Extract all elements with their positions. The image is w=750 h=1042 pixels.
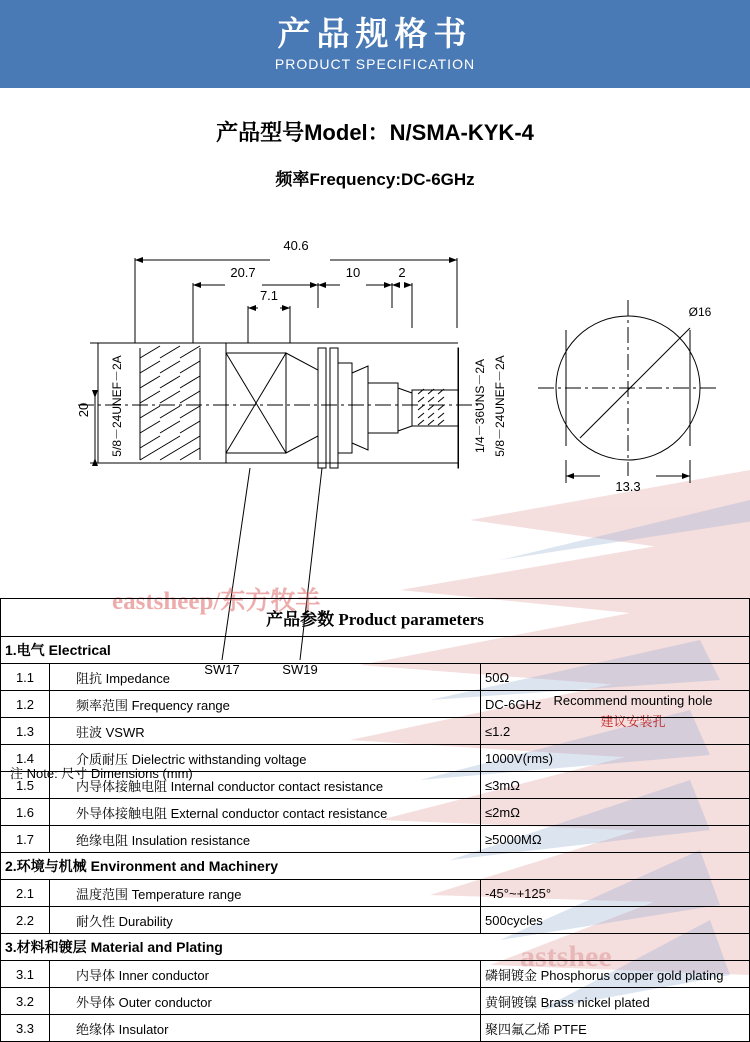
table-row: [1, 826, 750, 853]
row-value: DC-6GHz: [481, 691, 750, 718]
callout-sw19: SW19: [282, 662, 318, 677]
watermark-text-secondary: astshee: [520, 940, 612, 973]
table-row: [1, 880, 750, 907]
table-row: [1, 664, 750, 691]
row-value: ≤3mΩ: [481, 772, 750, 799]
row-num: 3.3: [1, 1015, 50, 1042]
row-num: 1.7: [1, 826, 50, 853]
row-name: 耐久性 Durability: [50, 907, 481, 934]
row-name: 温度范围 Temperature range: [50, 880, 481, 907]
row-value: ≥5000MΩ: [481, 826, 750, 853]
row-value: ≤1.2: [481, 718, 750, 745]
row-value: 聚四氟乙烯 PTFE: [481, 1015, 750, 1042]
row-num: 1.2: [1, 691, 50, 718]
parameters-table-title: 产品参数 Product parameters: [1, 599, 750, 637]
section-heading-material: 3.材料和镀层 Material and Plating: [1, 934, 750, 961]
row-value: -45°~+125°: [481, 880, 750, 907]
dim-body-height: 20: [76, 402, 91, 418]
frequency-label: 频率Frequency:DC-6GHz: [275, 170, 475, 189]
row-value: 50Ω: [481, 664, 750, 691]
table-row: [1, 961, 750, 988]
row-name: 外导体 Outer conductor: [50, 988, 481, 1015]
row-num: 1.1: [1, 664, 50, 691]
section-heading-environment: 2.环境与机械 Environment and Machinery: [1, 853, 750, 880]
recommend-hole-en: Recommend mounting hole: [553, 693, 713, 708]
parameters-table-wrap: [0, 598, 750, 1042]
section-heading-row: [1, 637, 750, 664]
thread-right-small: 1/4－36UNS－2A: [473, 358, 487, 454]
row-num: 3.2: [1, 988, 50, 1015]
row-value: 1000V(rms): [481, 745, 750, 772]
row-num: 2.1: [1, 880, 50, 907]
page-header: [0, 0, 750, 88]
thread-left: 5/8－24UNEF－2A: [110, 355, 124, 457]
row-name: 绝缘体 Insulator: [50, 1015, 481, 1042]
row-value: ≤2mΩ: [481, 799, 750, 826]
row-num: 1.3: [1, 718, 50, 745]
table-row: [1, 799, 750, 826]
model-label: 产品型号Model：N/SMA-KYK-4: [216, 120, 534, 145]
header-title-cn: 产品规格书: [277, 15, 473, 52]
row-name: 驻波 VSWR: [50, 718, 481, 745]
row-value: 黄铜镀镍 Brass nickel plated: [481, 988, 750, 1015]
dim-mid-section: 10: [345, 265, 361, 280]
table-row: [1, 1015, 750, 1042]
row-name: 绝缘电阻 Insulation resistance: [50, 826, 481, 853]
table-row: [1, 718, 750, 745]
table-row: [1, 745, 750, 772]
parameters-table: [0, 598, 750, 1042]
thread-right: 5/8－24UNEF－2A: [493, 355, 507, 457]
table-row: [1, 907, 750, 934]
row-num: 2.2: [1, 907, 50, 934]
dim-right-section: 2: [398, 265, 406, 280]
dim-hole-flat: 13.3: [615, 479, 641, 494]
dim-hole-diameter: Ø16: [688, 305, 712, 319]
row-name: 阻抗 Impedance: [50, 664, 481, 691]
callout-sw17: SW17: [204, 662, 240, 677]
table-row: [1, 772, 750, 799]
row-num: 3.1: [1, 961, 50, 988]
row-name: 外导体接触电阻 External conductor contact resistance: [50, 799, 481, 826]
row-name: 介质耐压 Dielectric withstanding voltage: [50, 745, 481, 772]
header-title-en: PRODUCT SPECIFICATION: [274, 56, 476, 72]
title-block: [0, 88, 750, 198]
section-heading-electrical: 1.电气 Electrical: [1, 637, 750, 664]
table-row: [1, 988, 750, 1015]
section-heading-row: [1, 853, 750, 880]
row-num: 1.4: [1, 745, 50, 772]
dim-hex-flat: 7.1: [259, 288, 279, 303]
recommend-hole-cn: 建议安装孔: [600, 714, 666, 729]
dimension-note: 注 Note: 尺寸 Dimensions (mm): [10, 766, 193, 781]
table-title-row: [1, 599, 750, 637]
row-name: 内导体接触电阻 Internal conductor contact resistance: [50, 772, 481, 799]
row-value: 500cycles: [481, 907, 750, 934]
dim-total-length: 40.6: [283, 238, 309, 253]
row-name: 频率范围 Frequency range: [50, 691, 481, 718]
row-name: 内导体 Inner conductor: [50, 961, 481, 988]
row-num: 1.5: [1, 772, 50, 799]
dim-left-section: 20.7: [230, 265, 256, 280]
table-row: [1, 691, 750, 718]
row-num: 1.6: [1, 799, 50, 826]
section-heading-row: [1, 934, 750, 961]
row-value: 磷铜镀金 Phosphorus copper gold plating: [481, 961, 750, 988]
watermark-text: eastsheep/东方牧羊: [112, 588, 321, 615]
